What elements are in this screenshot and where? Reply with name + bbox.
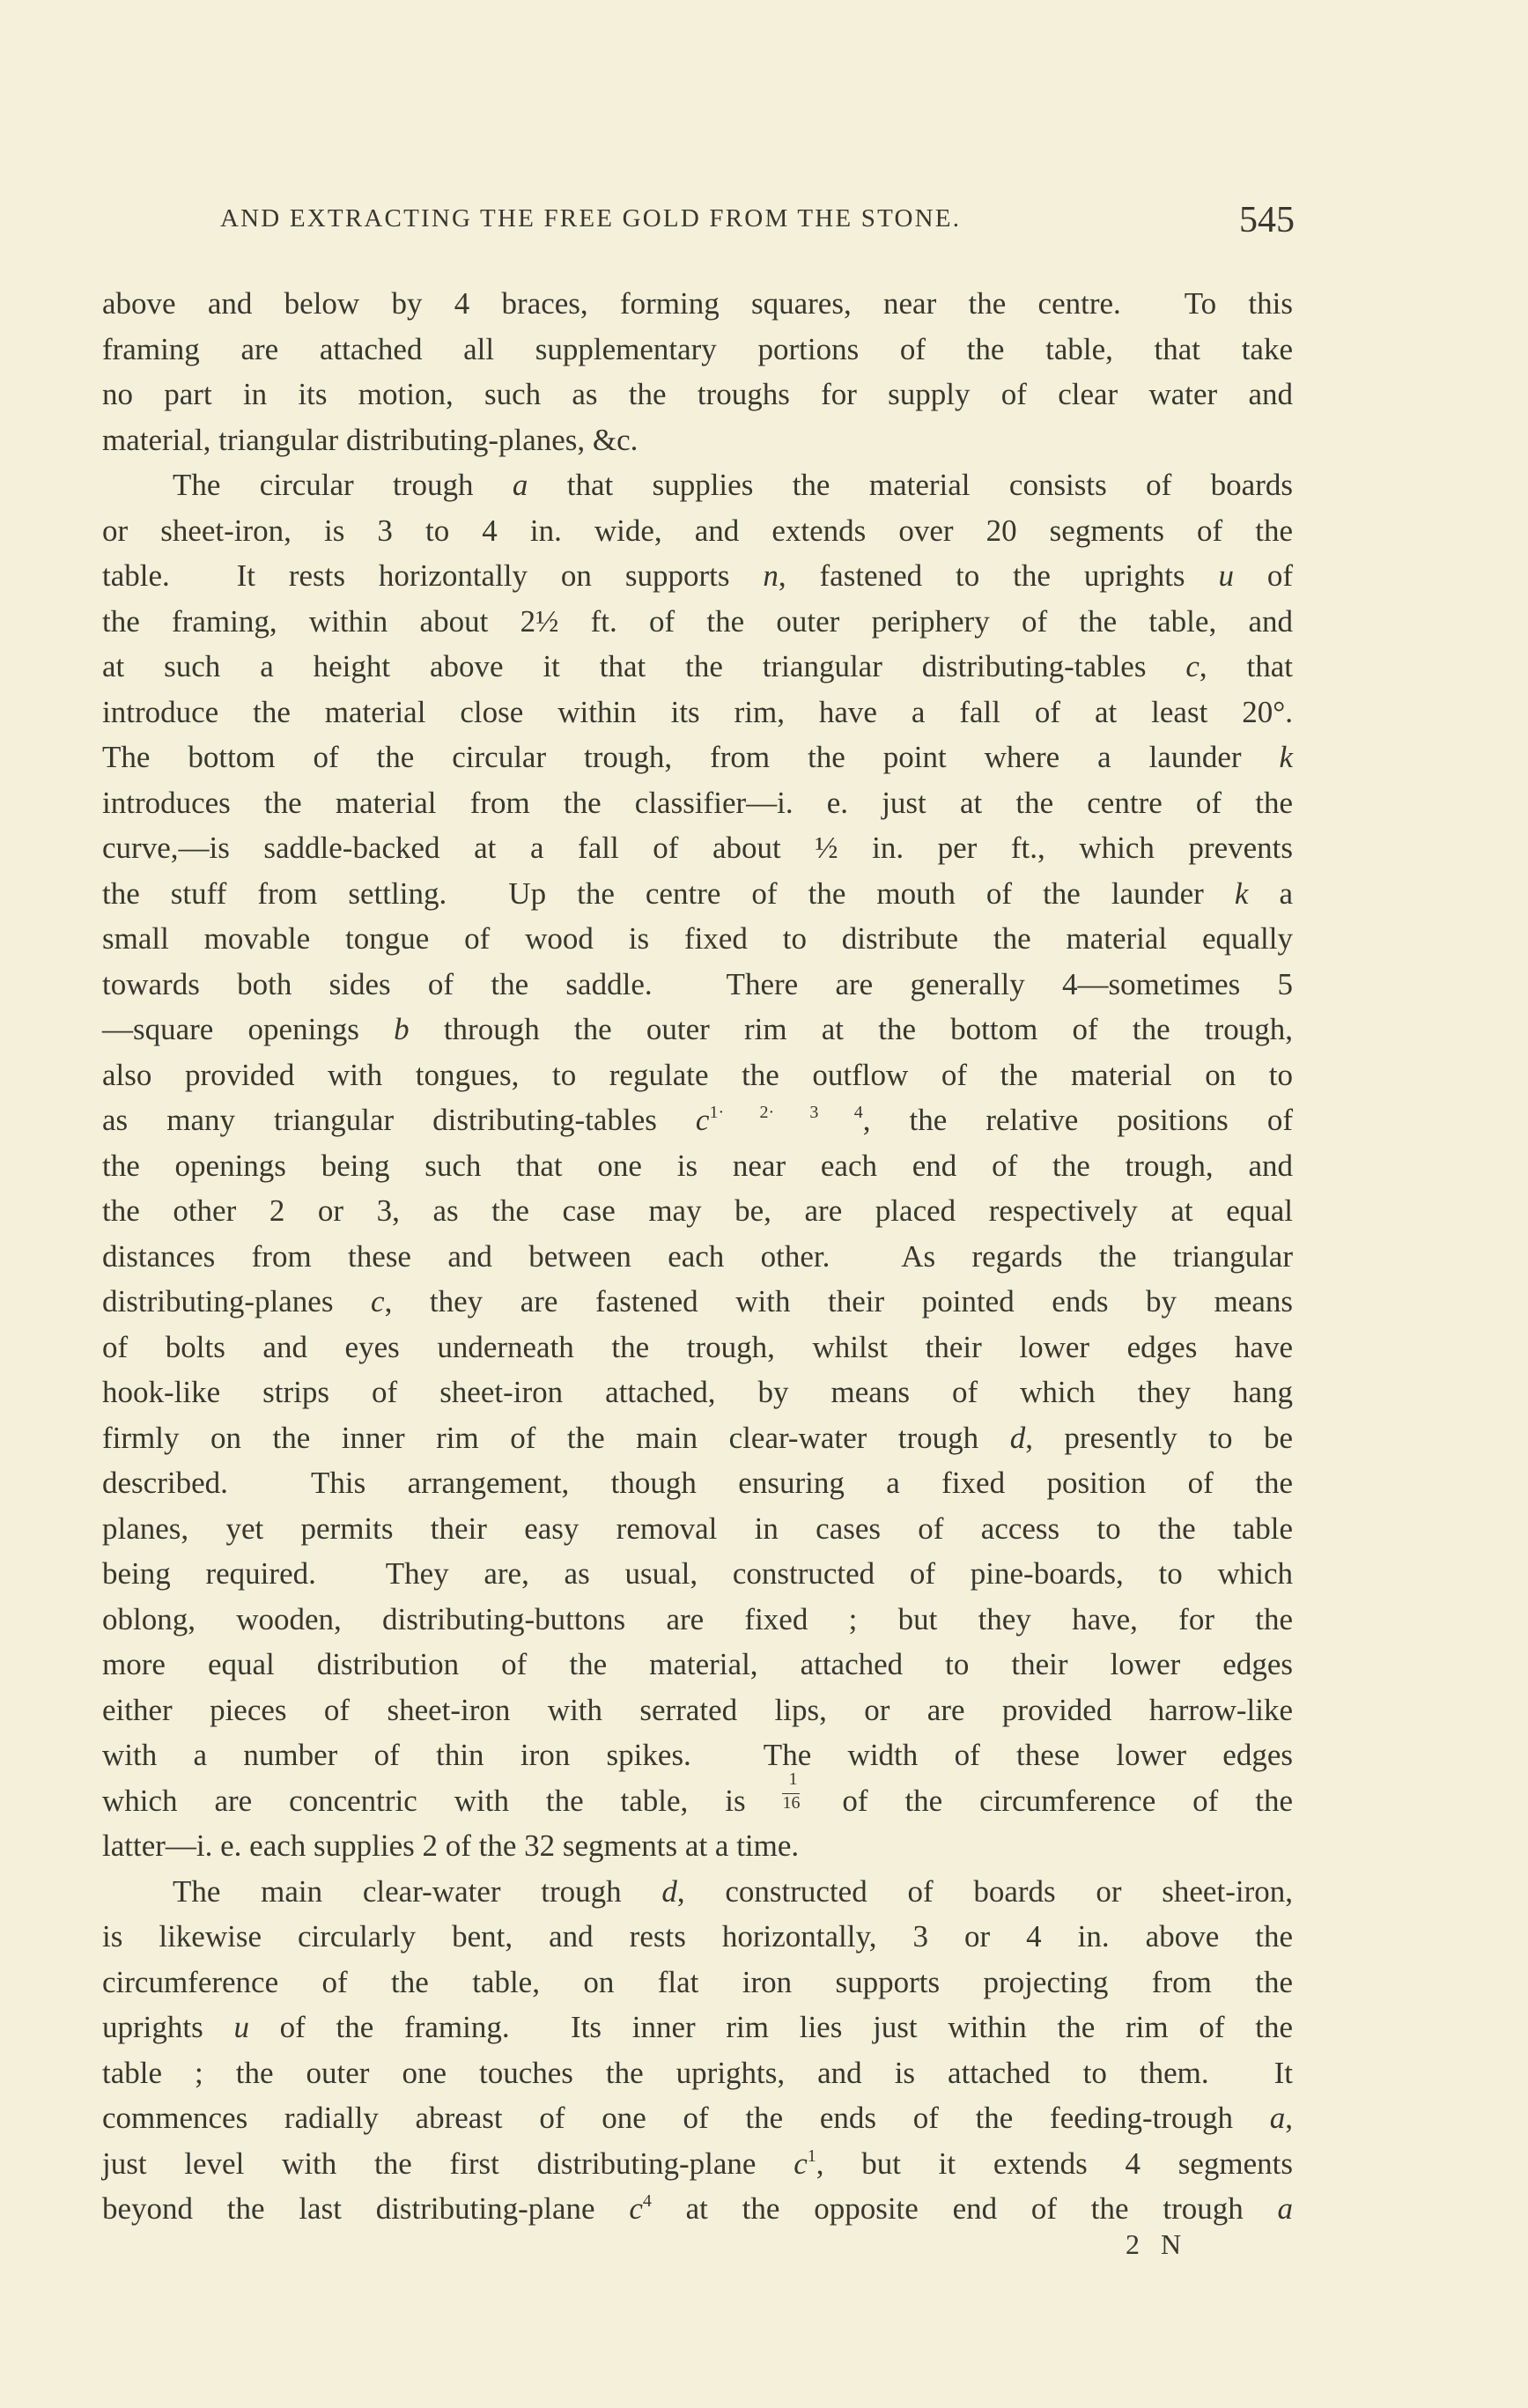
italic-letter: a bbox=[1277, 2191, 1293, 2226]
text-run: firmly on the inner rim of the main clear-water trough bbox=[102, 1420, 1010, 1455]
text-run: distances from these and between each other. As regards the triangular bbox=[102, 1238, 1293, 1274]
text-run: latter—i. e. each supplies 2 of the 32 segments at a time. bbox=[102, 1828, 800, 1863]
italic-letter: c bbox=[1185, 649, 1200, 683]
text-line bbox=[102, 825, 1293, 871]
text-line bbox=[102, 2186, 1293, 2232]
italic-letter: d bbox=[1009, 1420, 1026, 1455]
text-run: of bolts and eyes underneath the trough, whilst their lower edges have bbox=[102, 1329, 1293, 1364]
text-line bbox=[102, 1688, 1293, 1733]
text-line bbox=[102, 1415, 1293, 1461]
italic-letter: k bbox=[1279, 740, 1293, 774]
text-line bbox=[102, 508, 1293, 554]
text-line bbox=[102, 1506, 1293, 1552]
text-line bbox=[102, 462, 1293, 508]
italic-letter: a bbox=[512, 468, 528, 502]
text-run: towards both sides of the saddle. There are generally 4—sometimes 5 bbox=[102, 966, 1293, 1001]
text-line bbox=[102, 599, 1293, 645]
italic-letter: d bbox=[661, 1873, 677, 1909]
text-run: also provided with tongues, to regulate the outflow of the material on to bbox=[102, 1057, 1293, 1092]
text-line bbox=[102, 780, 1293, 826]
text-run: which are concentric with the table, is bbox=[102, 1783, 783, 1818]
text-run: or sheet-iron, is 3 to 4 in. wide, and extends over 20 segments of the bbox=[102, 513, 1293, 548]
text-run: table. It rests horizontally on supports bbox=[102, 558, 764, 593]
text-line bbox=[102, 2141, 1293, 2187]
page-number: 545 bbox=[1239, 200, 1295, 240]
text-line bbox=[102, 1143, 1293, 1189]
text-line bbox=[102, 2005, 1293, 2050]
text-line bbox=[102, 1597, 1293, 1643]
text-run: commences radially abreast of one of the ends of the feeding-trough bbox=[102, 2101, 1270, 2135]
page-header bbox=[220, 199, 1295, 243]
superscript: 1 bbox=[807, 2146, 816, 2166]
body-text bbox=[102, 281, 1293, 2232]
text-run: a bbox=[1248, 875, 1293, 911]
italic-letter: n bbox=[763, 558, 779, 593]
text-run: the openings being such that one is near each end of the trough, and bbox=[102, 1148, 1293, 1183]
text-line bbox=[102, 735, 1293, 780]
text-run: the other 2 or 3, as the case may be, are placed respectively at equal bbox=[102, 1193, 1293, 1228]
fraction-denominator: 16 bbox=[782, 1792, 801, 1813]
text-line bbox=[102, 553, 1293, 599]
italic-letter: b bbox=[394, 1012, 410, 1046]
text-line bbox=[102, 644, 1293, 690]
text-line bbox=[102, 1823, 1293, 1869]
text-run: just level with the first distributing-plane bbox=[102, 2146, 794, 2181]
text-run: , that bbox=[1199, 649, 1293, 683]
text-run: circumference of the table, on flat iron supports projecting from the bbox=[102, 1964, 1293, 1999]
signature-mark: 2 N bbox=[1126, 2228, 1189, 2260]
text-line bbox=[102, 1234, 1293, 1280]
text-run: is likewise circularly bent, and rests horizontally, 3 or 4 in. above the bbox=[102, 1919, 1293, 1954]
text-line bbox=[102, 327, 1293, 373]
text-line bbox=[102, 962, 1293, 1008]
text-run: , fastened to the uprights bbox=[778, 558, 1219, 593]
text-line bbox=[102, 1460, 1293, 1506]
text-line bbox=[102, 2050, 1293, 2096]
text-line bbox=[102, 1053, 1293, 1098]
text-line bbox=[102, 916, 1293, 962]
text-run: The main clear-water trough bbox=[173, 1873, 662, 1909]
text-run: through the outer rim at the bottom of the trough, bbox=[409, 1012, 1293, 1046]
text-line bbox=[102, 1869, 1293, 1915]
text-run: , the relative positions of bbox=[862, 1103, 1293, 1137]
text-run: beyond the last distributing-plane bbox=[102, 2191, 630, 2226]
italic-letter: u bbox=[1218, 558, 1234, 593]
text-line bbox=[102, 1097, 1293, 1143]
text-line bbox=[102, 2095, 1293, 2141]
italic-letter: k bbox=[1234, 875, 1249, 911]
text-run: no part in its motion, such as the troughs for supply of clear water and bbox=[102, 377, 1293, 411]
text-run: The bottom of the circular trough, from the point where a launder bbox=[102, 740, 1280, 774]
superscript: 4 bbox=[642, 2191, 652, 2211]
text-line bbox=[102, 1370, 1293, 1415]
text-run: either pieces of sheet-iron with serrated lips, or are provided harrow-like bbox=[102, 1692, 1293, 1727]
text-run: framing are attached all supplementary portions of the table, that take bbox=[102, 331, 1293, 366]
text-line bbox=[102, 1769, 1293, 1824]
text-run: more equal distribution of the material, attached to their lower edges bbox=[102, 1647, 1293, 1681]
text-run: uprights bbox=[102, 2010, 234, 2044]
text-line bbox=[102, 281, 1293, 327]
text-run: , but it extends 4 segments bbox=[816, 2146, 1293, 2181]
running-title: AND EXTRACTING THE FREE GOLD FROM THE STONE. bbox=[220, 204, 962, 233]
text-run: being required. They are, as usual, constructed of pine-boards, to which bbox=[102, 1556, 1293, 1591]
text-line bbox=[102, 1188, 1293, 1234]
text-line bbox=[102, 372, 1293, 417]
text-line bbox=[102, 1732, 1293, 1778]
text-run: table ; the outer one touches the uprights, and is attached to them. It bbox=[102, 2055, 1293, 2090]
italic-letter: c bbox=[695, 1103, 710, 1137]
italic-letter: c bbox=[794, 2146, 808, 2181]
text-line bbox=[102, 690, 1293, 735]
fraction-numerator: 1 bbox=[788, 1769, 798, 1789]
text-run: oblong, wooden, distributing-buttons are fixed ; but they have, for the bbox=[102, 1601, 1293, 1636]
text-run: at the opposite end of the trough bbox=[651, 2191, 1278, 2226]
text-line bbox=[102, 1551, 1293, 1597]
text-line bbox=[102, 1960, 1293, 2005]
text-run: material, triangular distributing-planes, &c. bbox=[102, 422, 639, 457]
italic-letter: c bbox=[629, 2191, 643, 2226]
text-line bbox=[102, 1007, 1293, 1053]
text-line bbox=[102, 1642, 1293, 1688]
text-run: , they are fastened with their pointed ends by means bbox=[384, 1284, 1293, 1318]
italic-letter: u bbox=[233, 2010, 249, 2044]
text-line bbox=[102, 871, 1293, 917]
text-run: , bbox=[1285, 2101, 1293, 2135]
text-line bbox=[102, 1279, 1293, 1325]
text-run: The circular trough bbox=[173, 468, 513, 502]
text-run: the framing, within about 2½ ft. of the outer periphery of the table, and bbox=[102, 603, 1293, 639]
text-line bbox=[102, 1325, 1293, 1370]
text-run: distributing-planes bbox=[102, 1284, 372, 1318]
text-run: with a number of thin iron spikes. The width of these lower edges bbox=[102, 1738, 1293, 1772]
text-run: , constructed of boards or sheet-iron, bbox=[676, 1873, 1293, 1909]
italic-letter: c bbox=[371, 1284, 385, 1318]
superscript: 1· 2· 3 4 bbox=[709, 1103, 863, 1122]
fraction bbox=[782, 1769, 805, 1814]
text-run: described. This arrangement, though ensuring a fixed position of the bbox=[102, 1466, 1293, 1500]
text-run: introduces the material from the classifier—i. e. just at the centre of the bbox=[102, 785, 1293, 820]
text-run: planes, yet permits their easy removal in cases of access to the table bbox=[102, 1511, 1293, 1546]
italic-letter: a bbox=[1269, 2101, 1286, 2135]
text-run: that supplies the material consists of boards bbox=[528, 468, 1293, 502]
text-line bbox=[102, 1914, 1293, 1960]
text-run: above and below by 4 braces, forming squares, near the centre. To this bbox=[102, 286, 1293, 321]
text-run: small movable tongue of wood is fixed to distribute the material equally bbox=[102, 921, 1293, 956]
text-run: of the circumference of the bbox=[805, 1783, 1293, 1818]
text-run: hook-like strips of sheet-iron attached, by means of which they hang bbox=[102, 1375, 1293, 1409]
text-run: , presently to be bbox=[1025, 1420, 1293, 1455]
text-run: of bbox=[1233, 558, 1294, 593]
text-run: —square openings bbox=[102, 1012, 395, 1046]
text-run: as many triangular distributing-tables bbox=[102, 1103, 696, 1137]
text-run: of the framing. Its inner rim lies just within the rim of the bbox=[248, 2010, 1293, 2044]
text-run: the stuff from settling. Up the centre of the mouth of the launder bbox=[102, 875, 1235, 911]
text-run: curve,—is saddle-backed at a fall of about ½ in. per ft., which prevents bbox=[102, 831, 1293, 865]
text-line bbox=[102, 417, 1293, 463]
text-run: introduce the material close within its rim, have a fall of at least 20°. bbox=[102, 694, 1293, 729]
text-run: at such a height above it that the triangular distributing-tables bbox=[102, 649, 1186, 683]
